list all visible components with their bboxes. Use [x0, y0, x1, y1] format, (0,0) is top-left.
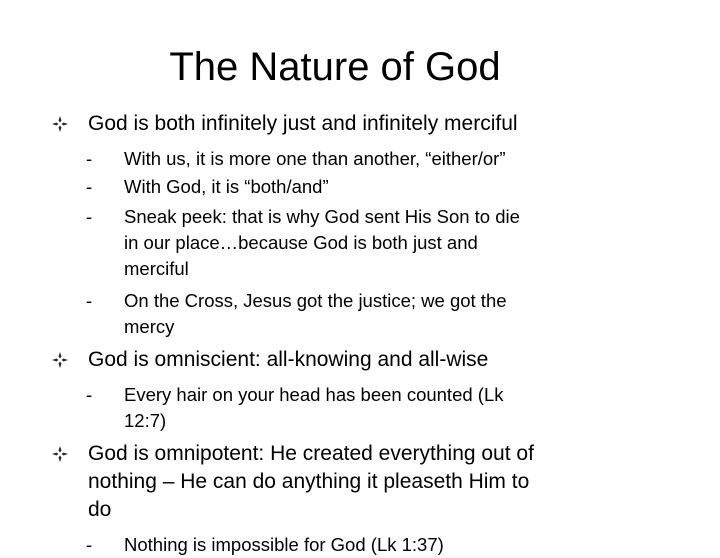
sub-text: 12:7) [124, 410, 167, 431]
sub-text: Sneak peek: that is why God sent His Son to die [124, 206, 520, 227]
dash-marker: - [86, 534, 93, 555]
bullet-text: do [88, 498, 112, 521]
sub-text: mercy [124, 316, 175, 337]
dash-marker: - [86, 148, 93, 169]
diamond-bullet-icon [52, 116, 68, 132]
dash-marker: - [86, 206, 93, 227]
sub-text: Nothing is impossible for God (Lk 1:37) [124, 534, 444, 555]
slide-title: The Nature of God [169, 45, 501, 89]
dash-marker: - [86, 176, 93, 197]
diamond-bullet-icon [52, 352, 68, 368]
sub-text: On the Cross, Jesus got the justice; we got the [124, 290, 507, 311]
bullet-text: God is both infinitely just and infinitely merciful [88, 112, 518, 135]
bullet-text: God is omniscient: all-knowing and all-wise [88, 348, 489, 371]
dash-marker: - [86, 290, 93, 311]
dash-marker: - [86, 384, 93, 405]
bullet-text: nothing – He can do anything it pleaseth Him to [88, 470, 530, 493]
sub-text: With God, it is “both/and” [124, 176, 329, 197]
sub-text: merciful [124, 258, 189, 279]
sub-text: in our place…because God is both just and [124, 232, 478, 253]
sub-text: Every hair on your head has been counted (Lk [124, 384, 504, 405]
bullet-text: God is omnipotent: He created everything out of [88, 442, 534, 465]
sub-text: With us, it is more one than another, “either/or” [124, 148, 506, 169]
diamond-bullet-icon [52, 446, 68, 462]
